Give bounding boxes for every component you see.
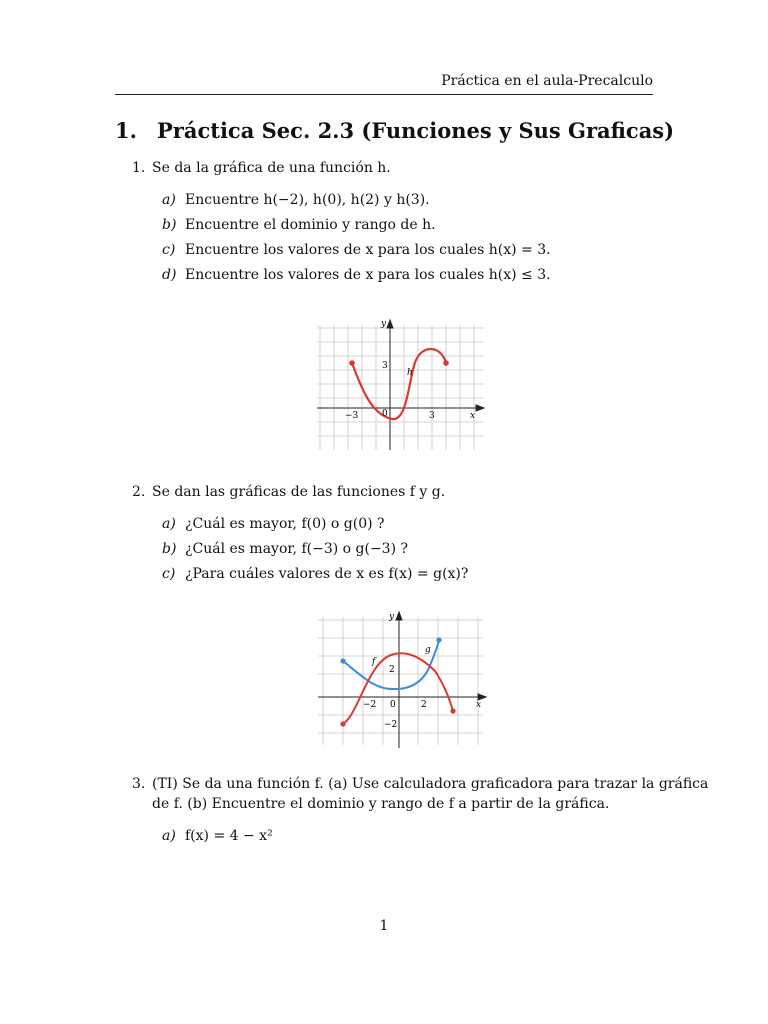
curve-label-g: g (425, 645, 431, 655)
list-item (162, 192, 430, 208)
graph-grid (317, 325, 484, 450)
question-number: 3. (132, 776, 146, 792)
endpoint-marker (340, 721, 345, 726)
x-tick-label: 0 (382, 409, 388, 419)
item-text: ¿Para cuáles valores de x es f(x) = g(x)? (185, 566, 469, 582)
list-item (162, 217, 436, 233)
item-label: c) (162, 566, 176, 582)
item-text: ¿Cuál es mayor, f(−3) o g(−3) ? (185, 541, 408, 557)
item-label: a) (162, 516, 176, 532)
list-item (162, 267, 551, 283)
list-item (162, 566, 468, 582)
item-text: ¿Cuál es mayor, f(0) o g(0) ? (185, 516, 385, 532)
x-tick-label: −3 (345, 411, 359, 421)
list-item (162, 242, 551, 258)
item-text: f(x) = 4 − x² (185, 828, 273, 844)
x-axis-label: x (470, 411, 476, 421)
endpoint-marker (340, 658, 345, 663)
y-tick-label: −2 (384, 720, 398, 730)
running-header: Práctica en el aula-Precalculo (441, 73, 653, 89)
list-item (162, 541, 408, 557)
question-2 (132, 484, 445, 500)
question-3 (132, 776, 708, 792)
graph-h (312, 305, 492, 455)
item-label: a) (162, 192, 176, 208)
question-text: Se da la gráfica de una función h. (152, 160, 391, 176)
item-label: d) (162, 267, 177, 283)
y-axis-label: y (381, 319, 387, 329)
item-label: b) (162, 541, 177, 557)
item-text: Encuentre el dominio y rango de h. (185, 217, 436, 233)
section-number: 1. (115, 118, 137, 143)
list-item (162, 516, 385, 532)
question-1 (132, 160, 391, 176)
x-tick-label: −2 (363, 700, 377, 710)
y-tick-label: 3 (382, 361, 388, 371)
endpoint-marker (450, 708, 455, 713)
question-number: 2. (132, 484, 146, 500)
question-text: Se dan las gráficas de las funciones f y g. (152, 484, 446, 500)
list-item (162, 828, 273, 844)
item-text: Encuentre los valores de x para los cuales h(x) = 3. (185, 242, 551, 258)
item-label: b) (162, 217, 177, 233)
question-number: 1. (132, 160, 146, 176)
x-axis-label: x (476, 700, 482, 710)
item-text: Encuentre h(−2), h(0), h(2) y h(3). (185, 192, 430, 208)
x-tick-label: 2 (421, 700, 427, 710)
page-number: 1 (379, 918, 389, 934)
section-title (115, 118, 674, 143)
endpoint-marker (443, 360, 449, 366)
graph-axes (317, 320, 484, 450)
section-title-text: Práctica Sec. 2.3 (Funciones y Sus Graficas) (157, 118, 675, 143)
y-tick-label: 2 (389, 665, 395, 675)
item-label: a) (162, 828, 176, 844)
item-text: Encuentre los valores de x para los cuales h(x) ≤ 3. (185, 267, 551, 283)
question-text: (TI) Se da una función f. (a) Use calculadora graficadora para trazar la gráfica (152, 776, 709, 792)
x-tick-label: 3 (429, 411, 435, 421)
y-axis-label: y (389, 612, 395, 622)
item-label: c) (162, 242, 176, 258)
endpoint-marker (349, 360, 355, 366)
header-rule (115, 94, 653, 95)
curve-label-f: f (372, 657, 376, 667)
graph-f-g (313, 605, 488, 750)
curve-label-h: h (407, 368, 413, 378)
x-tick-label: 0 (390, 700, 396, 710)
endpoint-marker (436, 637, 441, 642)
question-text-continuation: de f. (b) Encuentre el dominio y rango de f a partir de la gráfica. (152, 796, 610, 812)
